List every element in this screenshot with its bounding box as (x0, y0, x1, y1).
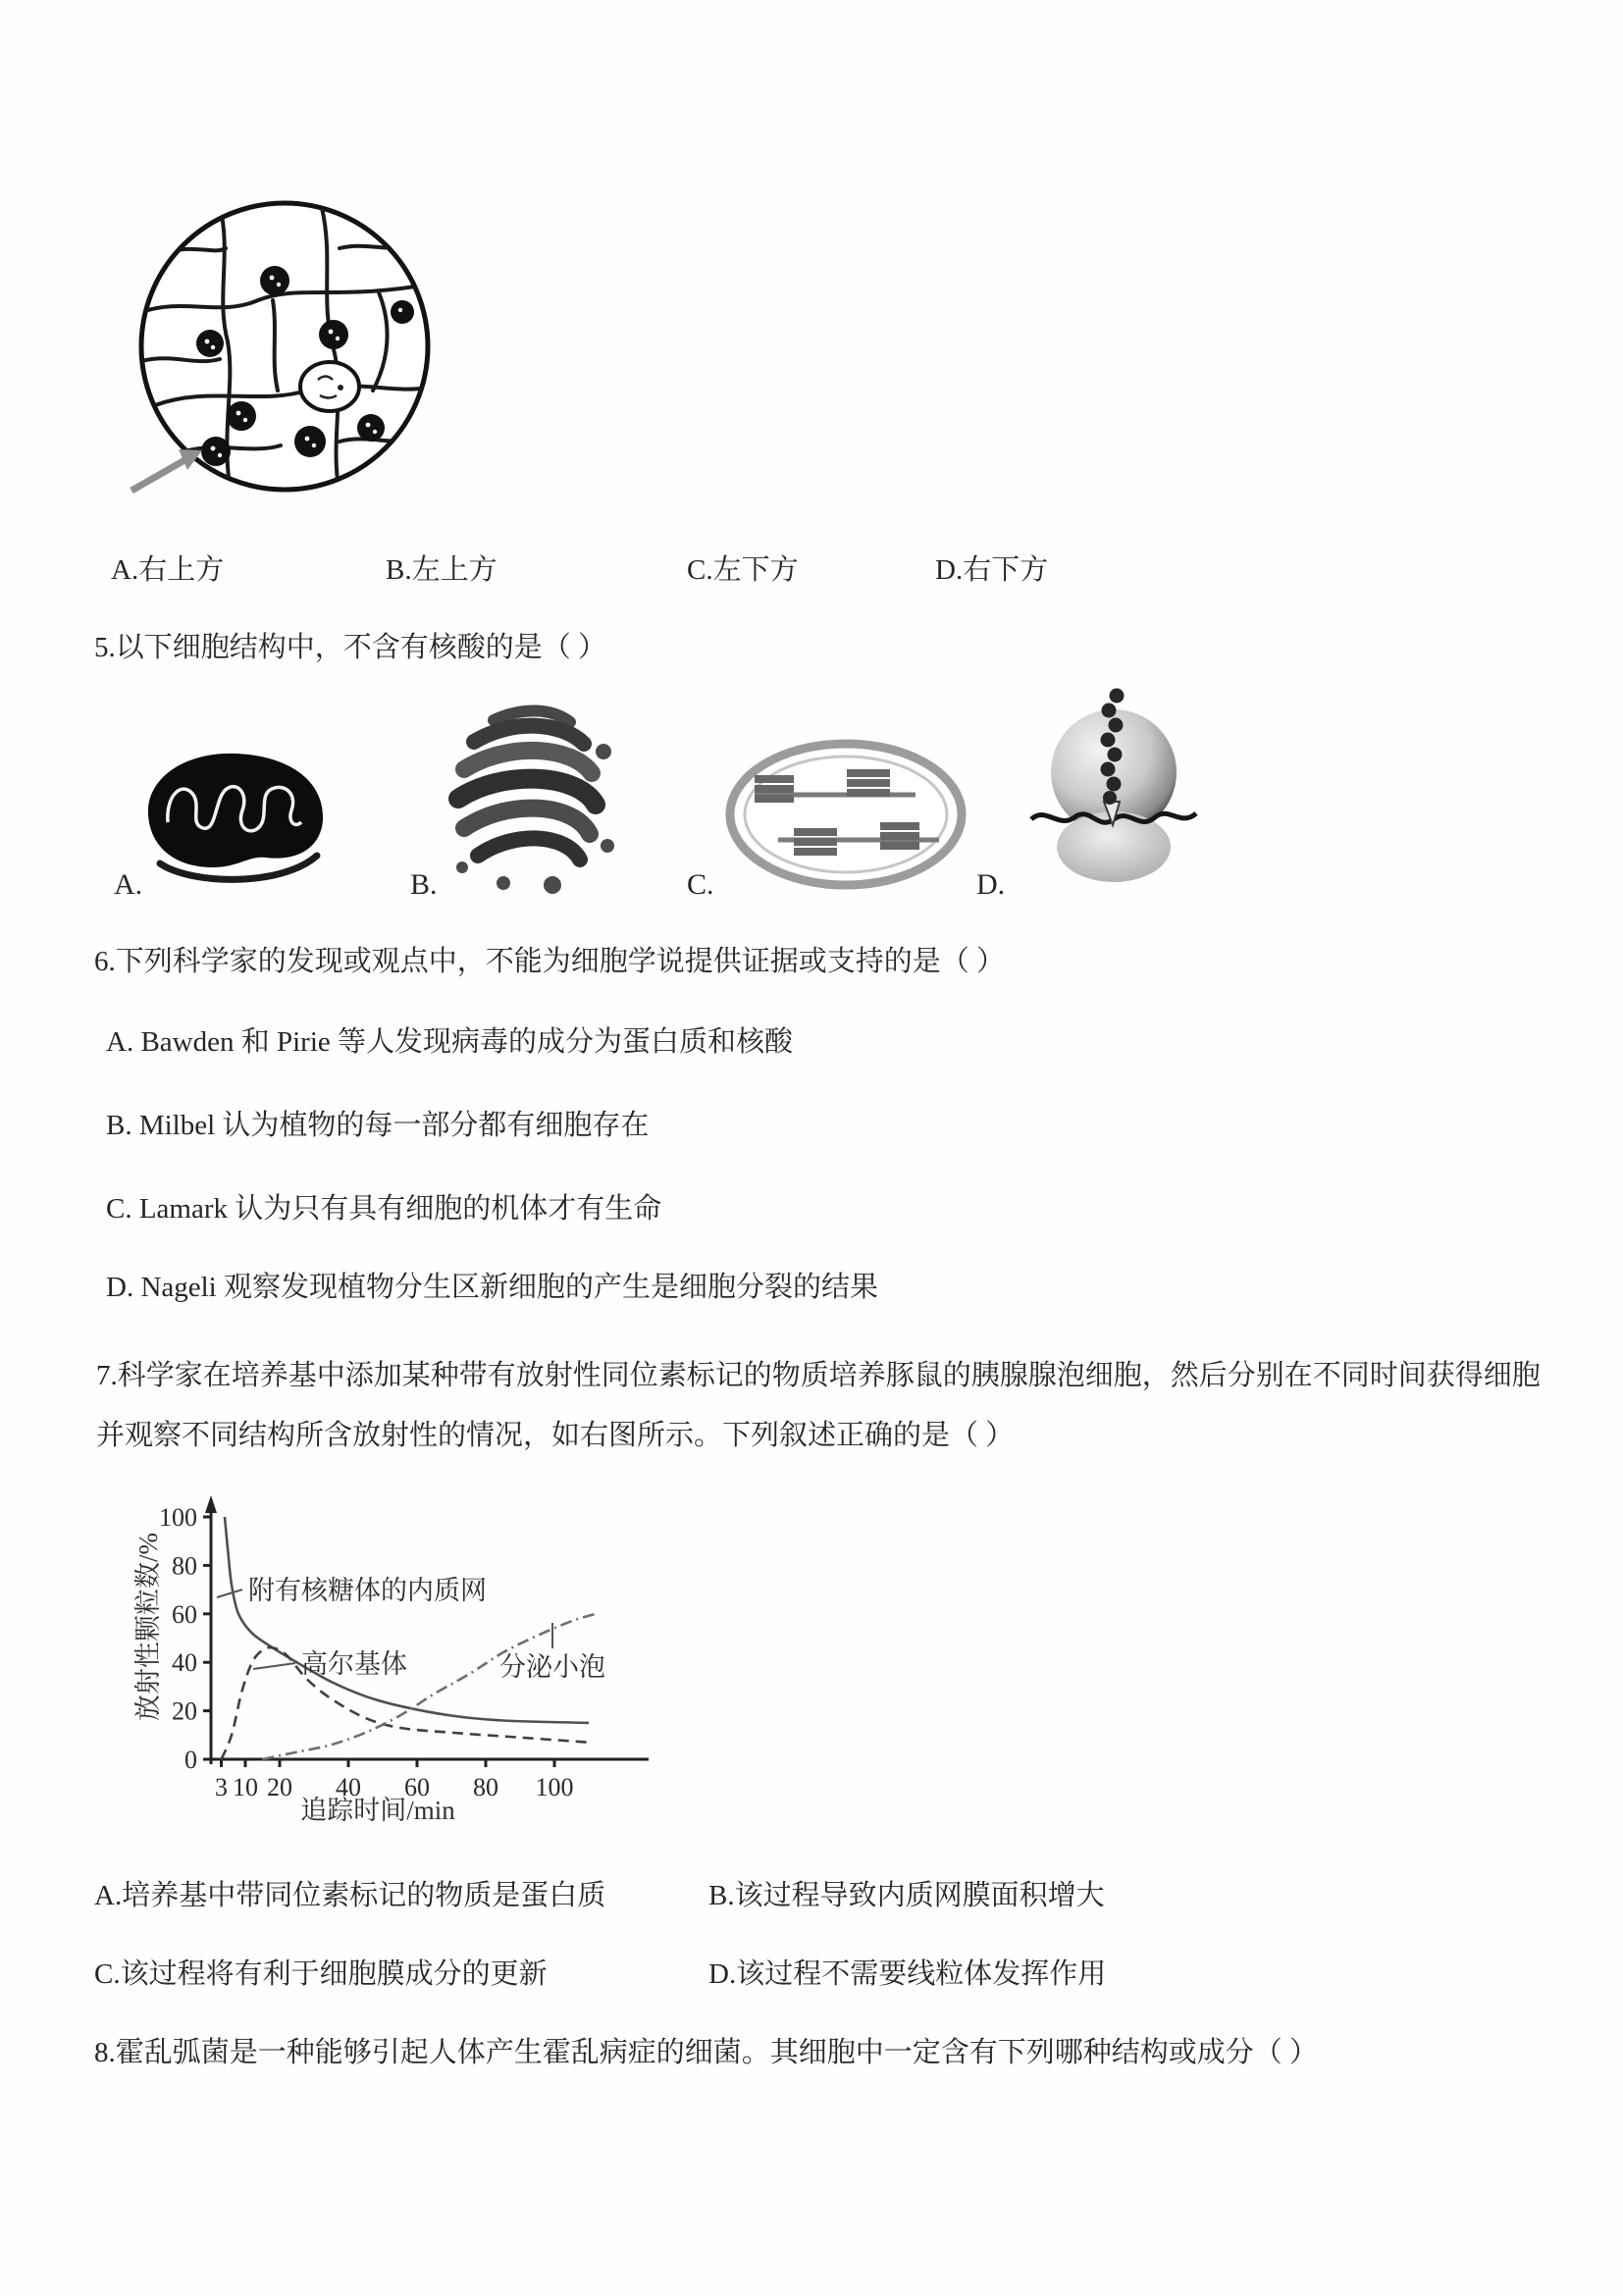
mitochondrion-image (132, 738, 339, 890)
q7-option-d: D.该过程不需要线粒体发挥作用 (708, 1958, 1107, 1990)
q6-option-a: A. Bawden 和 Pirie 等人发现病毒的成分为蛋白质和核酸 (106, 1026, 793, 1058)
q6-option-c: C. Lamark 认为只有具有细胞的机体才有生命 (106, 1193, 662, 1225)
q4-option-a: A.右上方 (111, 554, 225, 586)
q7-option-a: A.培养基中带同位素标记的物质是蛋白质 (94, 1880, 606, 1911)
q6-option-b: B. Milbel 认为植物的每一部分都有细胞存在 (106, 1110, 650, 1141)
q5-label-b: B. (410, 868, 438, 901)
svg-text:100: 100 (535, 1773, 574, 1801)
detailed-cell (300, 362, 359, 411)
chloroplast-image (721, 734, 971, 896)
q6-option-d: D. Nageli 观察发现植物分生区新细胞的产生是细胞分裂的结果 (106, 1272, 878, 1303)
q5-stem: 5.以下细胞结构中，不含有核酸的是（ ） (94, 632, 607, 663)
svg-text:100: 100 (159, 1503, 197, 1532)
label-secretory-vesicle: 分泌小泡 (499, 1652, 605, 1682)
svg-text:0: 0 (184, 1746, 197, 1774)
q7-option-b: B.该过程导致内质网膜面积增大 (708, 1880, 1105, 1911)
q4-option-b: B.左上方 (386, 554, 497, 586)
chart-curves (222, 1517, 597, 1759)
microscope-field-figure (126, 194, 440, 503)
svg-text:20: 20 (267, 1773, 292, 1801)
pointer-arrow-icon (131, 449, 202, 491)
svg-text:20: 20 (172, 1696, 197, 1726)
golgi-image (435, 699, 616, 900)
svg-text:60: 60 (404, 1773, 430, 1801)
q6-stem: 6.下列科学家的发现或观点中，不能为细胞学说提供证据或支持的是（ ） (94, 946, 1006, 977)
label-rough-er: 附有核糖体的内质网 (248, 1576, 487, 1605)
ribosome-image (1016, 682, 1212, 893)
microscope-field-image (126, 194, 440, 503)
chloroplast-figure (721, 734, 971, 896)
y-axis-label: 放射性颗粒数/% (133, 1533, 163, 1721)
svg-text:80: 80 (473, 1773, 498, 1801)
svg-text:60: 60 (172, 1599, 197, 1629)
q8-stem: 8.霍乱弧菌是一种能够引起人体产生霍乱病症的细菌。其细胞中一定含有下列哪种结构或成分（ ） (94, 2037, 1319, 2068)
q5-label-c: C. (687, 868, 714, 901)
golgi-figure (435, 699, 616, 900)
q4-option-c: C.左下方 (687, 554, 799, 586)
svg-text:40: 40 (172, 1648, 197, 1678)
mitochondrion-figure (132, 738, 339, 890)
chart-axes (205, 1507, 649, 1764)
curve-dashdot (263, 1614, 597, 1759)
q5-label-a: A. (114, 868, 143, 901)
svg-text:10: 10 (233, 1773, 258, 1801)
q5-label-d: D. (976, 868, 1006, 901)
q7-option-c: C.该过程将有利于细胞膜成分的更新 (94, 1958, 548, 1990)
ribosome-figure (1016, 682, 1212, 893)
curve-solid (225, 1517, 589, 1723)
x-axis-label: 追踪时间/min (300, 1796, 455, 1825)
label-golgi: 高尔基体 (301, 1649, 407, 1679)
tracking-time-chart (93, 1480, 702, 1848)
q4-option-d: D.右下方 (935, 554, 1049, 586)
svg-text:3: 3 (215, 1773, 228, 1801)
svg-text:80: 80 (172, 1551, 197, 1581)
svg-text:40: 40 (336, 1773, 361, 1801)
radioactivity-chart-figure (93, 1480, 702, 1848)
q7-stem: 7.科学家在培养基中添加某种带有放射性同位素标记的物质培养豚鼠的胰腺腺泡细胞，然后分别在不同时间获得细胞并观察不同结构所含放射性的情况，如右图所示。下列叙述正确的是（ ） (96, 1360, 1541, 1451)
